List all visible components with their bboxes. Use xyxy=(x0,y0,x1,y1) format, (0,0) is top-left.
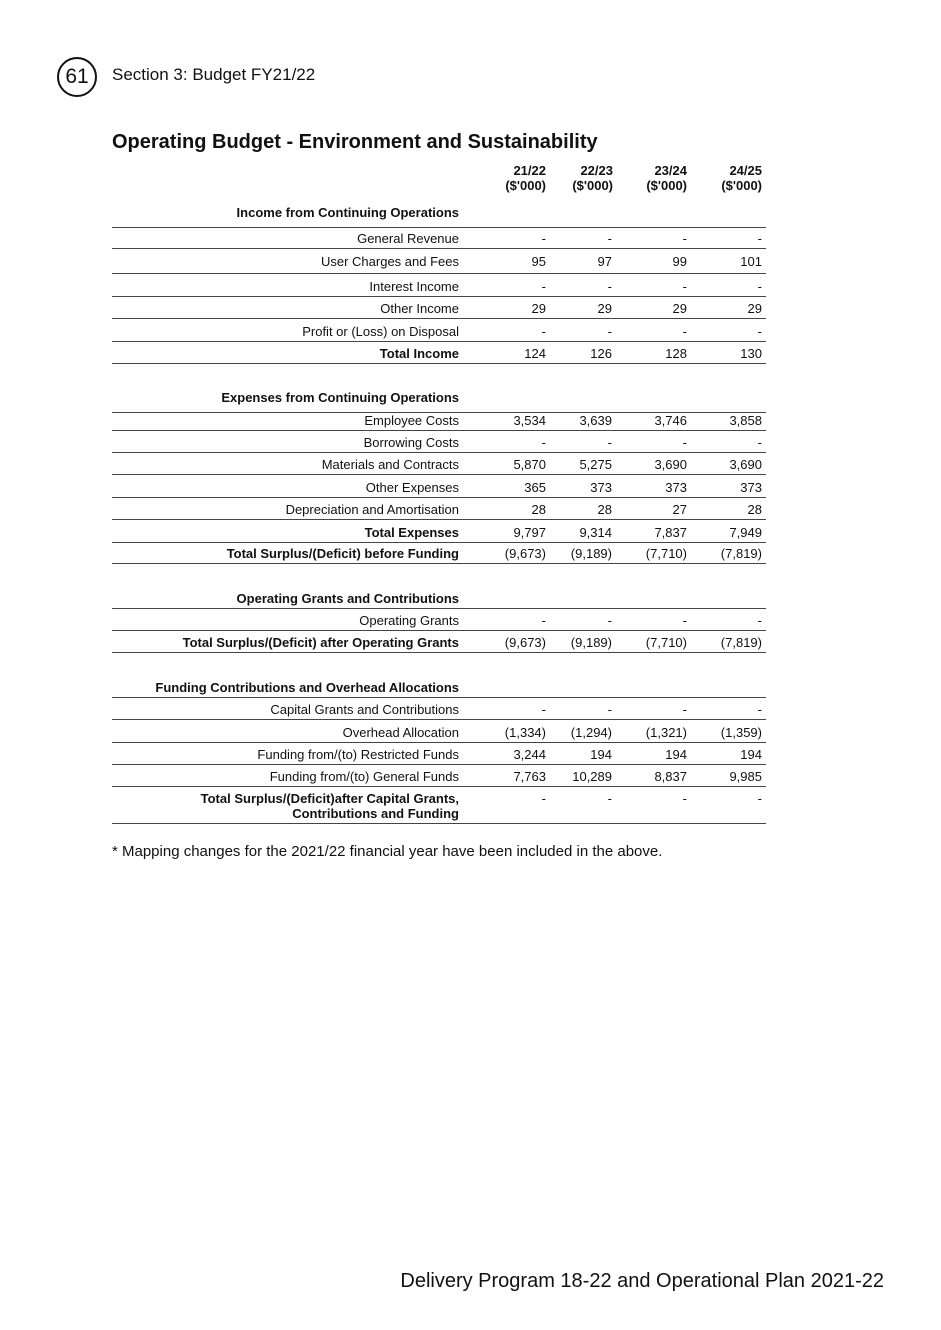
table-row xyxy=(112,279,766,297)
column-unit: ($'000) xyxy=(721,178,762,193)
row-label: Other Income xyxy=(380,301,459,316)
row-value: - xyxy=(757,279,762,294)
row-value: (7,710) xyxy=(645,635,687,650)
row-label: Capital Grants and Contributions xyxy=(270,702,459,717)
section-header-row xyxy=(112,591,766,609)
row-value: - xyxy=(682,231,687,246)
row-value: 5,275 xyxy=(579,457,612,472)
row-value: - xyxy=(541,791,546,806)
column-unit: ($'000) xyxy=(505,178,546,193)
row-value: - xyxy=(607,435,612,450)
section-header-row xyxy=(112,680,766,698)
total-row xyxy=(112,635,766,653)
row-value: 3,858 xyxy=(729,413,762,428)
row-value: - xyxy=(607,324,612,339)
row-value: - xyxy=(682,324,687,339)
row-label: Funding from/(to) Restricted Funds xyxy=(257,747,459,762)
row-value: 3,690 xyxy=(729,457,762,472)
row-value: - xyxy=(541,279,546,294)
row-value: - xyxy=(682,435,687,450)
row-value: 97 xyxy=(597,254,612,269)
row-value: 9,797 xyxy=(513,525,546,540)
total-row xyxy=(112,525,766,543)
row-value: 101 xyxy=(740,254,762,269)
table-row xyxy=(112,254,766,274)
row-value: - xyxy=(757,231,762,246)
row-label: Employee Costs xyxy=(364,413,459,428)
page-number: 61 xyxy=(65,65,89,88)
row-label: Total Surplus/(Deficit) after Operating Grants xyxy=(182,635,459,650)
table-row xyxy=(112,613,766,631)
row-value: 373 xyxy=(590,480,612,495)
row-value: (1,294) xyxy=(570,725,612,740)
row-value: - xyxy=(607,791,612,806)
row-value: 124 xyxy=(524,346,546,361)
page-title: Operating Budget - Environment and Sustainability xyxy=(112,131,598,153)
row-label: Funding from/(to) General Funds xyxy=(269,769,459,784)
row-value: 130 xyxy=(740,346,762,361)
row-value: 7,763 xyxy=(513,769,546,784)
row-value: 9,985 xyxy=(729,769,762,784)
row-value: 29 xyxy=(672,301,687,316)
row-value: (9,189) xyxy=(570,546,612,561)
column-unit: ($'000) xyxy=(646,178,687,193)
row-value: 27 xyxy=(672,502,687,517)
row-value: - xyxy=(607,613,612,628)
row-value: - xyxy=(682,613,687,628)
row-value: 126 xyxy=(590,346,612,361)
table-row xyxy=(112,324,766,342)
row-value: 7,837 xyxy=(654,525,687,540)
row-label: Total Surplus/(Deficit)after Capital Grants, Contributions and Funding xyxy=(200,791,459,821)
row-value: (9,189) xyxy=(570,635,612,650)
row-label: General Revenue xyxy=(357,231,459,246)
row-value: 99 xyxy=(672,254,687,269)
page-footer: Delivery Program 18-22 and Operational Plan 2021-22 xyxy=(400,1270,884,1292)
footnote: * Mapping changes for the 2021/22 financial year have been included in the above. xyxy=(112,843,663,860)
row-value: - xyxy=(682,791,687,806)
row-value: (1,321) xyxy=(645,725,687,740)
row-value: 3,746 xyxy=(654,413,687,428)
row-value: 373 xyxy=(665,480,687,495)
row-label: Operating Grants xyxy=(359,613,459,628)
section-header-row xyxy=(112,205,766,228)
row-label: User Charges and Fees xyxy=(320,254,459,269)
row-value: - xyxy=(541,324,546,339)
row-value: (7,710) xyxy=(645,546,687,561)
column-year: 22/23 xyxy=(580,163,613,178)
column-unit: ($'000) xyxy=(572,178,613,193)
row-value: 95 xyxy=(531,254,546,269)
row-value: (1,334) xyxy=(504,725,546,740)
row-value: 29 xyxy=(597,301,612,316)
row-value: - xyxy=(541,613,546,628)
row-value: - xyxy=(757,613,762,628)
row-value: 8,837 xyxy=(654,769,687,784)
table-row xyxy=(112,413,766,431)
column-header-4 xyxy=(682,163,762,193)
row-label: Depreciation and Amortisation xyxy=(285,502,459,517)
row-value: (9,673) xyxy=(504,635,546,650)
row-value: 28 xyxy=(597,502,612,517)
row-value: - xyxy=(607,279,612,294)
row-label: Borrowing Costs xyxy=(363,435,459,450)
total-row xyxy=(112,346,766,364)
column-header-2 xyxy=(533,163,613,193)
row-value: (9,673) xyxy=(504,546,546,561)
row-value: - xyxy=(757,791,762,806)
table-row xyxy=(112,702,766,720)
row-label: Funding Contributions and Overhead Allocations xyxy=(155,680,459,695)
row-value: (7,819) xyxy=(720,635,762,650)
row-label: Total Income xyxy=(379,346,459,361)
table-row xyxy=(112,480,766,498)
row-label: Income from Continuing Operations xyxy=(236,205,459,220)
total-row xyxy=(112,546,766,564)
row-value: 3,534 xyxy=(513,413,546,428)
row-value: 7,949 xyxy=(729,525,762,540)
row-value: - xyxy=(757,324,762,339)
row-value: 9,314 xyxy=(579,525,612,540)
row-value: - xyxy=(541,435,546,450)
table-row xyxy=(112,747,766,765)
row-label: Total Expenses xyxy=(364,525,459,540)
row-label: Materials and Contracts xyxy=(321,457,459,472)
row-value: (7,819) xyxy=(720,546,762,561)
row-value: 373 xyxy=(740,480,762,495)
row-value: 3,244 xyxy=(513,747,546,762)
row-value: - xyxy=(541,702,546,717)
row-value: - xyxy=(607,231,612,246)
row-value: (1,359) xyxy=(720,725,762,740)
column-year: 23/24 xyxy=(654,163,687,178)
row-value: 194 xyxy=(740,747,762,762)
row-value: - xyxy=(541,231,546,246)
row-value: 28 xyxy=(531,502,546,517)
table-row xyxy=(112,502,766,520)
row-value: - xyxy=(757,435,762,450)
table-row xyxy=(112,231,766,249)
row-label: Total Surplus/(Deficit) before Funding xyxy=(226,546,459,561)
row-label: Other Expenses xyxy=(365,480,459,495)
row-value: - xyxy=(682,702,687,717)
row-value: 10,289 xyxy=(572,769,612,784)
section-title: Section 3: Budget FY21/22 xyxy=(112,65,316,84)
total-row xyxy=(112,791,766,824)
column-year: 21/22 xyxy=(513,163,546,178)
row-value: - xyxy=(607,702,612,717)
row-label: Interest Income xyxy=(369,279,459,294)
table-row xyxy=(112,457,766,475)
row-value: - xyxy=(757,702,762,717)
row-value: 28 xyxy=(747,502,762,517)
row-value: 3,690 xyxy=(654,457,687,472)
row-value: 29 xyxy=(531,301,546,316)
row-label: Overhead Allocation xyxy=(342,725,459,740)
table-row xyxy=(112,435,766,453)
table-row xyxy=(112,725,766,743)
page-number-badge xyxy=(57,57,97,97)
row-value: 29 xyxy=(747,301,762,316)
section-header-row xyxy=(112,390,766,413)
table-row xyxy=(112,301,766,319)
row-value: 365 xyxy=(524,480,546,495)
column-year: 24/25 xyxy=(729,163,762,178)
row-label: Operating Grants and Contributions xyxy=(236,591,459,606)
row-value: 194 xyxy=(665,747,687,762)
row-label: Expenses from Continuing Operations xyxy=(221,390,459,405)
row-value: 194 xyxy=(590,747,612,762)
row-value: 128 xyxy=(665,346,687,361)
row-value: 5,870 xyxy=(513,457,546,472)
row-value: 3,639 xyxy=(579,413,612,428)
row-value: - xyxy=(682,279,687,294)
column-header-3 xyxy=(607,163,687,193)
table-row xyxy=(112,769,766,787)
row-label: Profit or (Loss) on Disposal xyxy=(302,324,459,339)
